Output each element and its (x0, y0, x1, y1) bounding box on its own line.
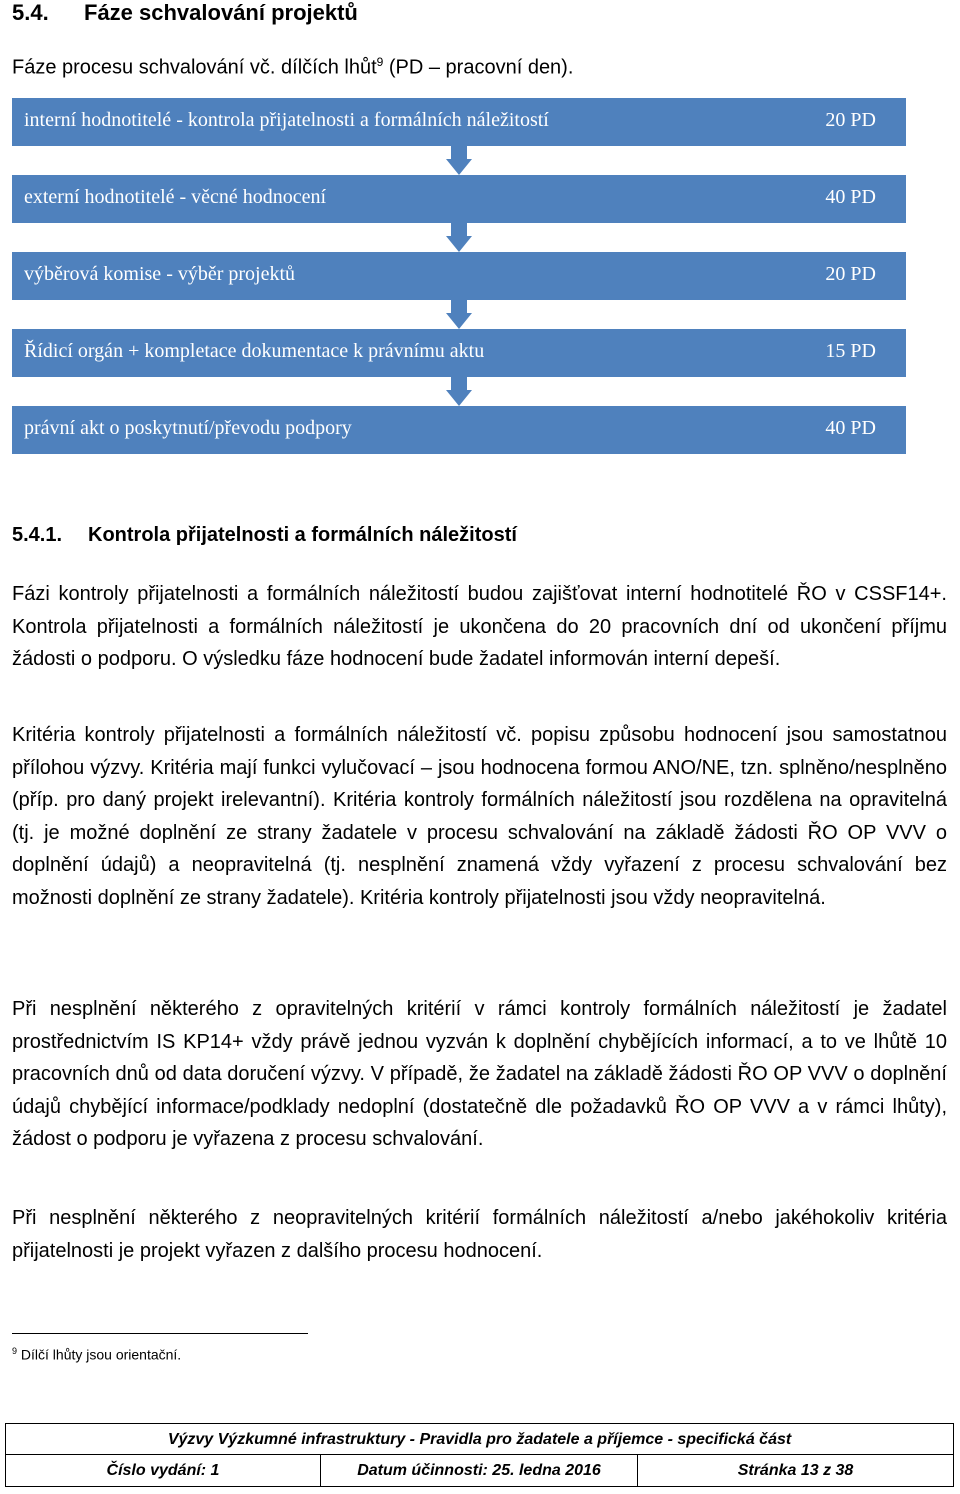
footnote-ref: 9 (376, 55, 384, 69)
paragraph: Při nesplnění některého z neopravitelných kritérií formálních náležitostí a/nebo jakéhokoliv kritéria přijatelnosti je projekt vyřazen z dalšího procesu hodnocení. (12, 1207, 947, 1262)
footnote-separator (12, 1333, 308, 1334)
footnote-number: 9 (12, 1346, 18, 1356)
flow-step-duration: 40 PD (825, 186, 876, 208)
down-arrow-icon (446, 376, 472, 406)
intro-text (12, 55, 573, 80)
footer-effective-date: Datum účinnosti: 25. ledna 2016 (321, 1455, 638, 1486)
down-arrow-icon (446, 299, 472, 329)
section-number: 5.4. (12, 0, 49, 25)
paragraph: Kritéria kontroly přijatelnosti a formálních náležitostí vč. popisu způsobu hodnocení jsou samostatnou přílohou výzvy. Kritéria mají funkci vylučovací – jsou hodnocena formou ANO/NE, tzn. splněno/nesplněno (příp. pro daný projekt irelevantní). Kritéria kontroly formálních náležitostí jsou rozdělena na opravitelná (tj. je možné doplnění ze strany žadatele v procesu schvalování na základě žádosti ŘO OP VVV o doplnění údajů) a neopravitelná (tj. nesplnění znamená vždy vyřazení z procesu schvalování bez možnosti doplnění ze strany žadatele). Kritéria kontroly přijatelnosti jsou vždy neopravitelná. (12, 724, 947, 909)
flow-step-selection-committee (12, 252, 906, 300)
flow-step-legal-act (12, 406, 906, 454)
flow-step-internal-evaluation (12, 98, 906, 146)
flow-step-duration: 20 PD (825, 263, 876, 285)
footer-title: Výzvy Výzkumné infrastruktury - Pravidla pro žadatele a příjemce - specifická část (6, 1424, 953, 1455)
section-heading (12, 0, 358, 26)
footnote-text: Dílčí lhůty jsou orientační. (17, 1346, 182, 1363)
flow-step-duration: 20 PD (825, 109, 876, 131)
flow-step-label: externí hodnotitelé - věcné hodnocení (24, 186, 327, 208)
subsection-number: 5.4.1. (12, 524, 63, 546)
intro-after: (PD – pracovní den). (383, 56, 574, 79)
flow-step-external-evaluation (12, 175, 906, 223)
flow-step-label: výběrová komise - výběr projektů (24, 263, 296, 285)
page-footer (5, 1423, 954, 1487)
subsection-title: Kontrola přijatelnosti a formálních náležitostí (88, 524, 517, 546)
paragraph: Při nesplnění některého z opravitelných kritérií v rámci kontroly formálních náležitostí je žadatel prostřednictvím IS KP14+ vždy právě jednou vyzván k doplnění chybějících informací, a to ve lhůtě 10 pracovních dnů od data doručení výzvy. V případě, že žadatel na základě žádosti ŘO OP VVV o doplnění údajů chybějící informace/podklady nedoplní (dostatečně dle požadavků ŘO OP VVV a v rámci lhůty), žádost o podporu je vyřazena z procesu schvalování. (12, 998, 947, 1151)
paragraph: Fázi kontroly přijatelnosti a formálních náležitostí budou zajišťovat interní hodnotitelé ŘO v CSSF14+. Kontrola přijatelnosti a formálních náležitostí je ukončena do 20 pracovních dní od ukončení příjmu žádosti o podporu. O výsledku fáze hodnocení bude žadatel informován interní depeší. (12, 583, 947, 671)
down-arrow-icon (446, 222, 472, 252)
footer-page-number: Stránka 13 z 38 (737, 1462, 854, 1479)
flow-step-duration: 15 PD (825, 340, 876, 362)
flow-step-label: Řídicí orgán + kompletace dokumentace k právnímu aktu (24, 340, 485, 362)
subsection-heading (12, 524, 517, 547)
section-title: Fáze schvalování projektů (84, 0, 358, 25)
intro-main: Fáze procesu schvalování vč. dílčích lhůt (12, 56, 377, 79)
flow-step-managing-authority (12, 329, 906, 377)
flow-step-label: interní hodnotitelé - kontrola přijatelnosti a formálních náležitostí (24, 109, 549, 131)
footer-issue: Číslo vydání: 1 (6, 1455, 321, 1486)
flow-step-duration: 40 PD (825, 417, 876, 439)
flow-step-label: právní akt o poskytnutí/převodu podpory (24, 417, 352, 439)
footnote (12, 1346, 181, 1363)
down-arrow-icon (446, 145, 472, 175)
